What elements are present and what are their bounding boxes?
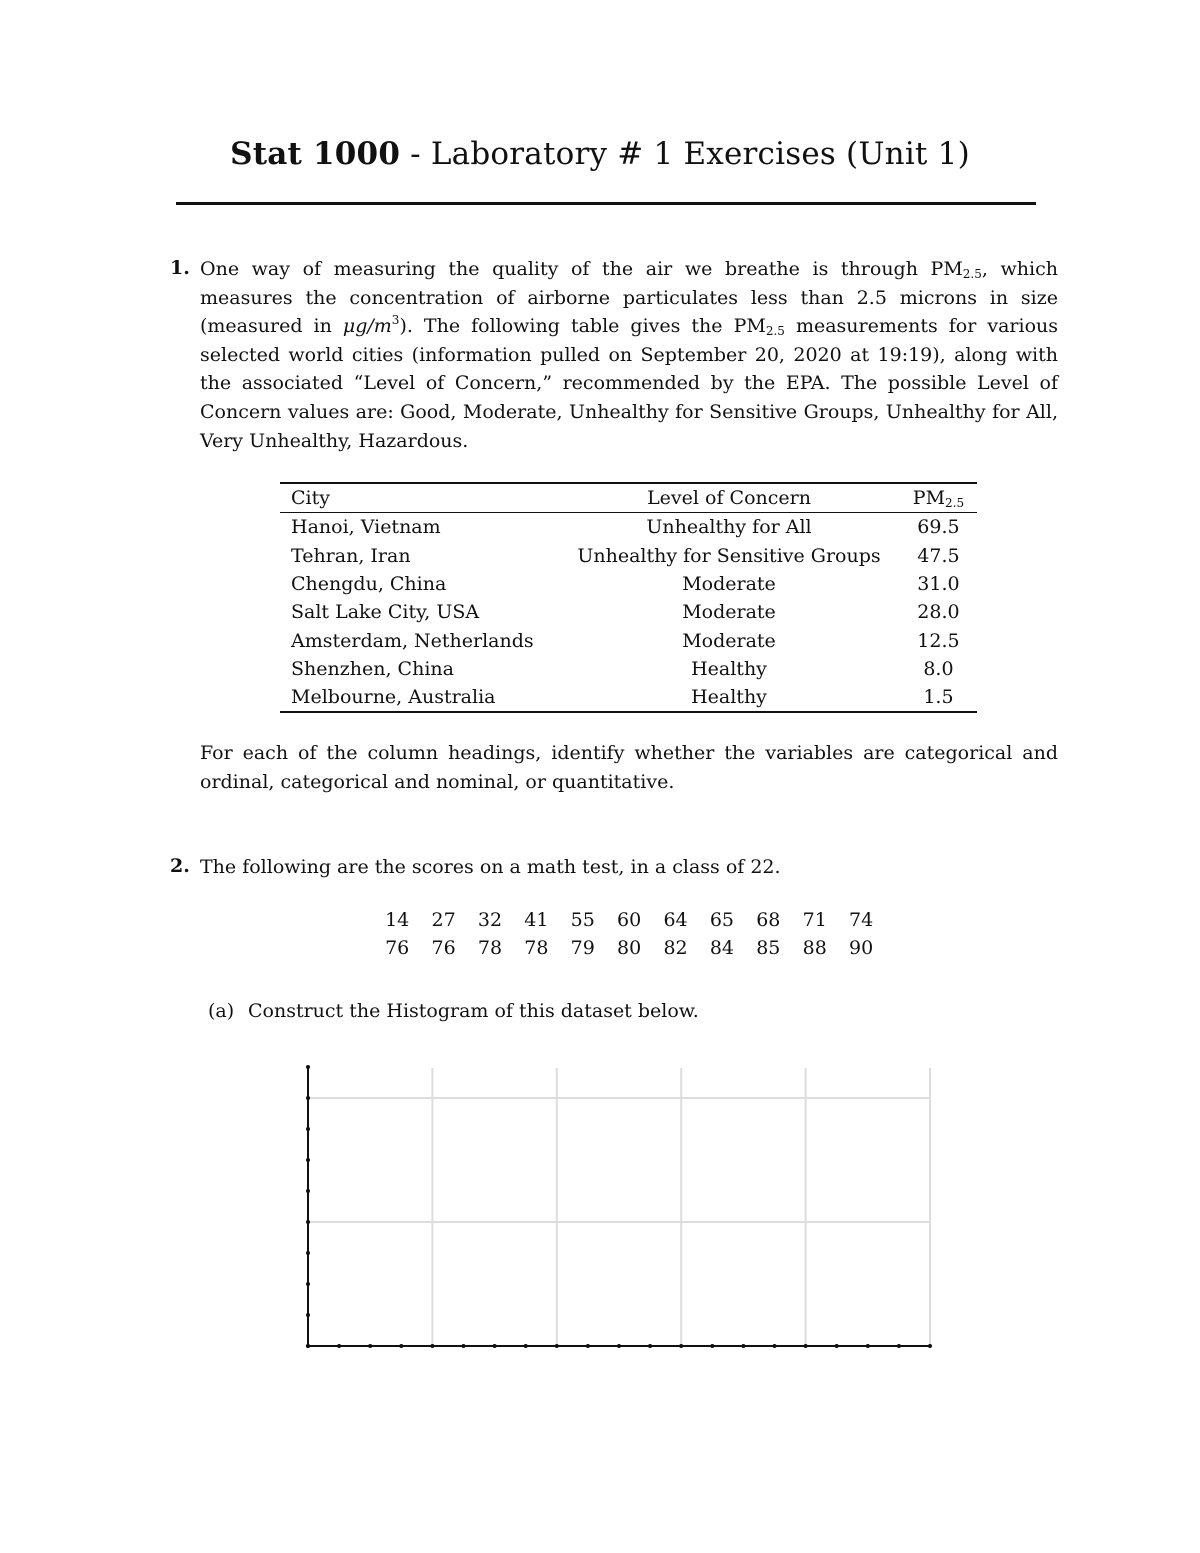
question-1-prompt: For each of the column headings, identify whether the variables are categorical and ordinal, categorical and nominal, or quantitative.	[200, 742, 1058, 793]
score-value: 64	[663, 909, 688, 931]
x-tick	[337, 1344, 341, 1348]
x-tick	[928, 1344, 932, 1348]
score-value: 76	[431, 937, 456, 959]
header-city: City	[291, 487, 330, 510]
header-level: Level of Concern	[647, 487, 811, 510]
cell-city: Tehran, Iran	[291, 544, 411, 567]
cell-pm: 8.0	[923, 657, 954, 680]
question-2-text: The following are the scores on a math test, in a class of 22.	[200, 856, 781, 878]
score-value: 32	[477, 909, 503, 931]
x-tick	[710, 1344, 714, 1348]
y-tick	[306, 1282, 310, 1286]
score-value: 76	[385, 937, 410, 959]
score-value: 80	[617, 937, 642, 959]
page-title: Stat 1000 - Laboratory # 1 Exercises (Unit 1)	[230, 136, 970, 172]
x-tick	[866, 1344, 870, 1348]
score-value: 90	[849, 937, 874, 959]
x-tick	[555, 1344, 559, 1348]
cell-level: Unhealthy for All	[646, 516, 812, 539]
score-value: 71	[802, 909, 827, 931]
score-value: 88	[802, 937, 827, 959]
cell-city: Melbourne, Australia	[291, 686, 496, 709]
cell-pm: 69.5	[917, 516, 960, 539]
score-value: 55	[570, 909, 595, 931]
score-value: 78	[524, 937, 549, 959]
score-value: 27	[431, 909, 456, 931]
x-tick	[368, 1344, 372, 1348]
score-value: 14	[385, 909, 410, 931]
y-tick	[306, 1096, 310, 1100]
question-1-number: 1.	[170, 257, 190, 279]
y-tick	[306, 1127, 310, 1131]
cell-city: Salt Lake City, USA	[291, 601, 480, 624]
score-value: 65	[709, 909, 735, 931]
axes	[308, 1068, 930, 1346]
cell-level: Moderate	[682, 573, 776, 596]
cell-city: Amsterdam, Netherlands	[291, 629, 534, 652]
cell-city: Shenzhen, China	[291, 657, 454, 680]
question-2-number: 2.	[170, 855, 190, 877]
cell-level: Moderate	[682, 629, 776, 652]
x-tick	[617, 1344, 621, 1348]
cell-level: Moderate	[682, 601, 776, 624]
cell-city: Chengdu, China	[291, 573, 447, 596]
part-a-text: Construct the Histogram of this dataset below.	[248, 1000, 699, 1022]
y-tick	[306, 1158, 310, 1162]
y-tick	[306, 1313, 310, 1317]
cell-level: Healthy	[691, 686, 767, 709]
cell-level: Unhealthy for Sensitive Groups	[577, 544, 881, 567]
x-tick	[493, 1344, 497, 1348]
cell-pm: 12.5	[917, 629, 960, 652]
tick-marks	[306, 1065, 932, 1348]
x-tick	[399, 1344, 403, 1348]
question-1-text: One way of measuring the quality of the air we breathe is through $PM_{2.5}$, which measures the concentration of airborne particulates less than 2.5 microns in size (measured in $\mu g/m^3$). The following table gives the $PM_{2.5}$ measurements for various selected world cities (information pulled on September 20, 2020 at 19:19), along with the associated “Level of Concern,” recommended by the EPA. The possible Level of Concern values are: Good, Moderate, Unhealthy for Sensitive Groups, Unhealthy for All, Very Unhealthy, Hazardous.	[200, 258, 1058, 452]
header-pm25: $PM_{2.5}$	[912, 487, 965, 511]
x-tick	[524, 1344, 528, 1348]
grid-lines	[308, 1068, 930, 1346]
x-tick	[462, 1344, 466, 1348]
cell-pm: 1.5	[923, 686, 954, 709]
cell-pm: 47.5	[917, 544, 960, 567]
x-tick	[741, 1344, 745, 1348]
cell-pm: 31.0	[917, 573, 960, 596]
x-tick	[648, 1344, 652, 1348]
score-value: 85	[756, 937, 781, 959]
score-value: 79	[570, 937, 595, 959]
part-a-label: (a)	[208, 1000, 235, 1022]
y-tick	[306, 1189, 310, 1193]
score-value: 68	[756, 909, 781, 931]
cell-city: Hanoi, Vietnam	[291, 516, 441, 539]
x-tick	[430, 1344, 434, 1348]
y-tick	[306, 1251, 310, 1255]
score-value: 60	[617, 909, 642, 931]
score-value: 84	[709, 937, 735, 959]
x-tick	[835, 1344, 839, 1348]
x-tick	[804, 1344, 808, 1348]
y-tick	[306, 1065, 310, 1069]
x-tick	[679, 1344, 683, 1348]
x-tick	[897, 1344, 901, 1348]
cell-level: Healthy	[691, 657, 767, 680]
score-value: 82	[663, 937, 688, 959]
cell-pm: 28.0	[917, 601, 960, 624]
y-tick	[306, 1220, 310, 1224]
x-tick	[586, 1344, 590, 1348]
score-value: 41	[524, 909, 549, 931]
y-tick	[306, 1344, 310, 1348]
score-value: 74	[849, 909, 874, 931]
x-tick	[773, 1344, 777, 1348]
score-value: 78	[477, 937, 503, 959]
